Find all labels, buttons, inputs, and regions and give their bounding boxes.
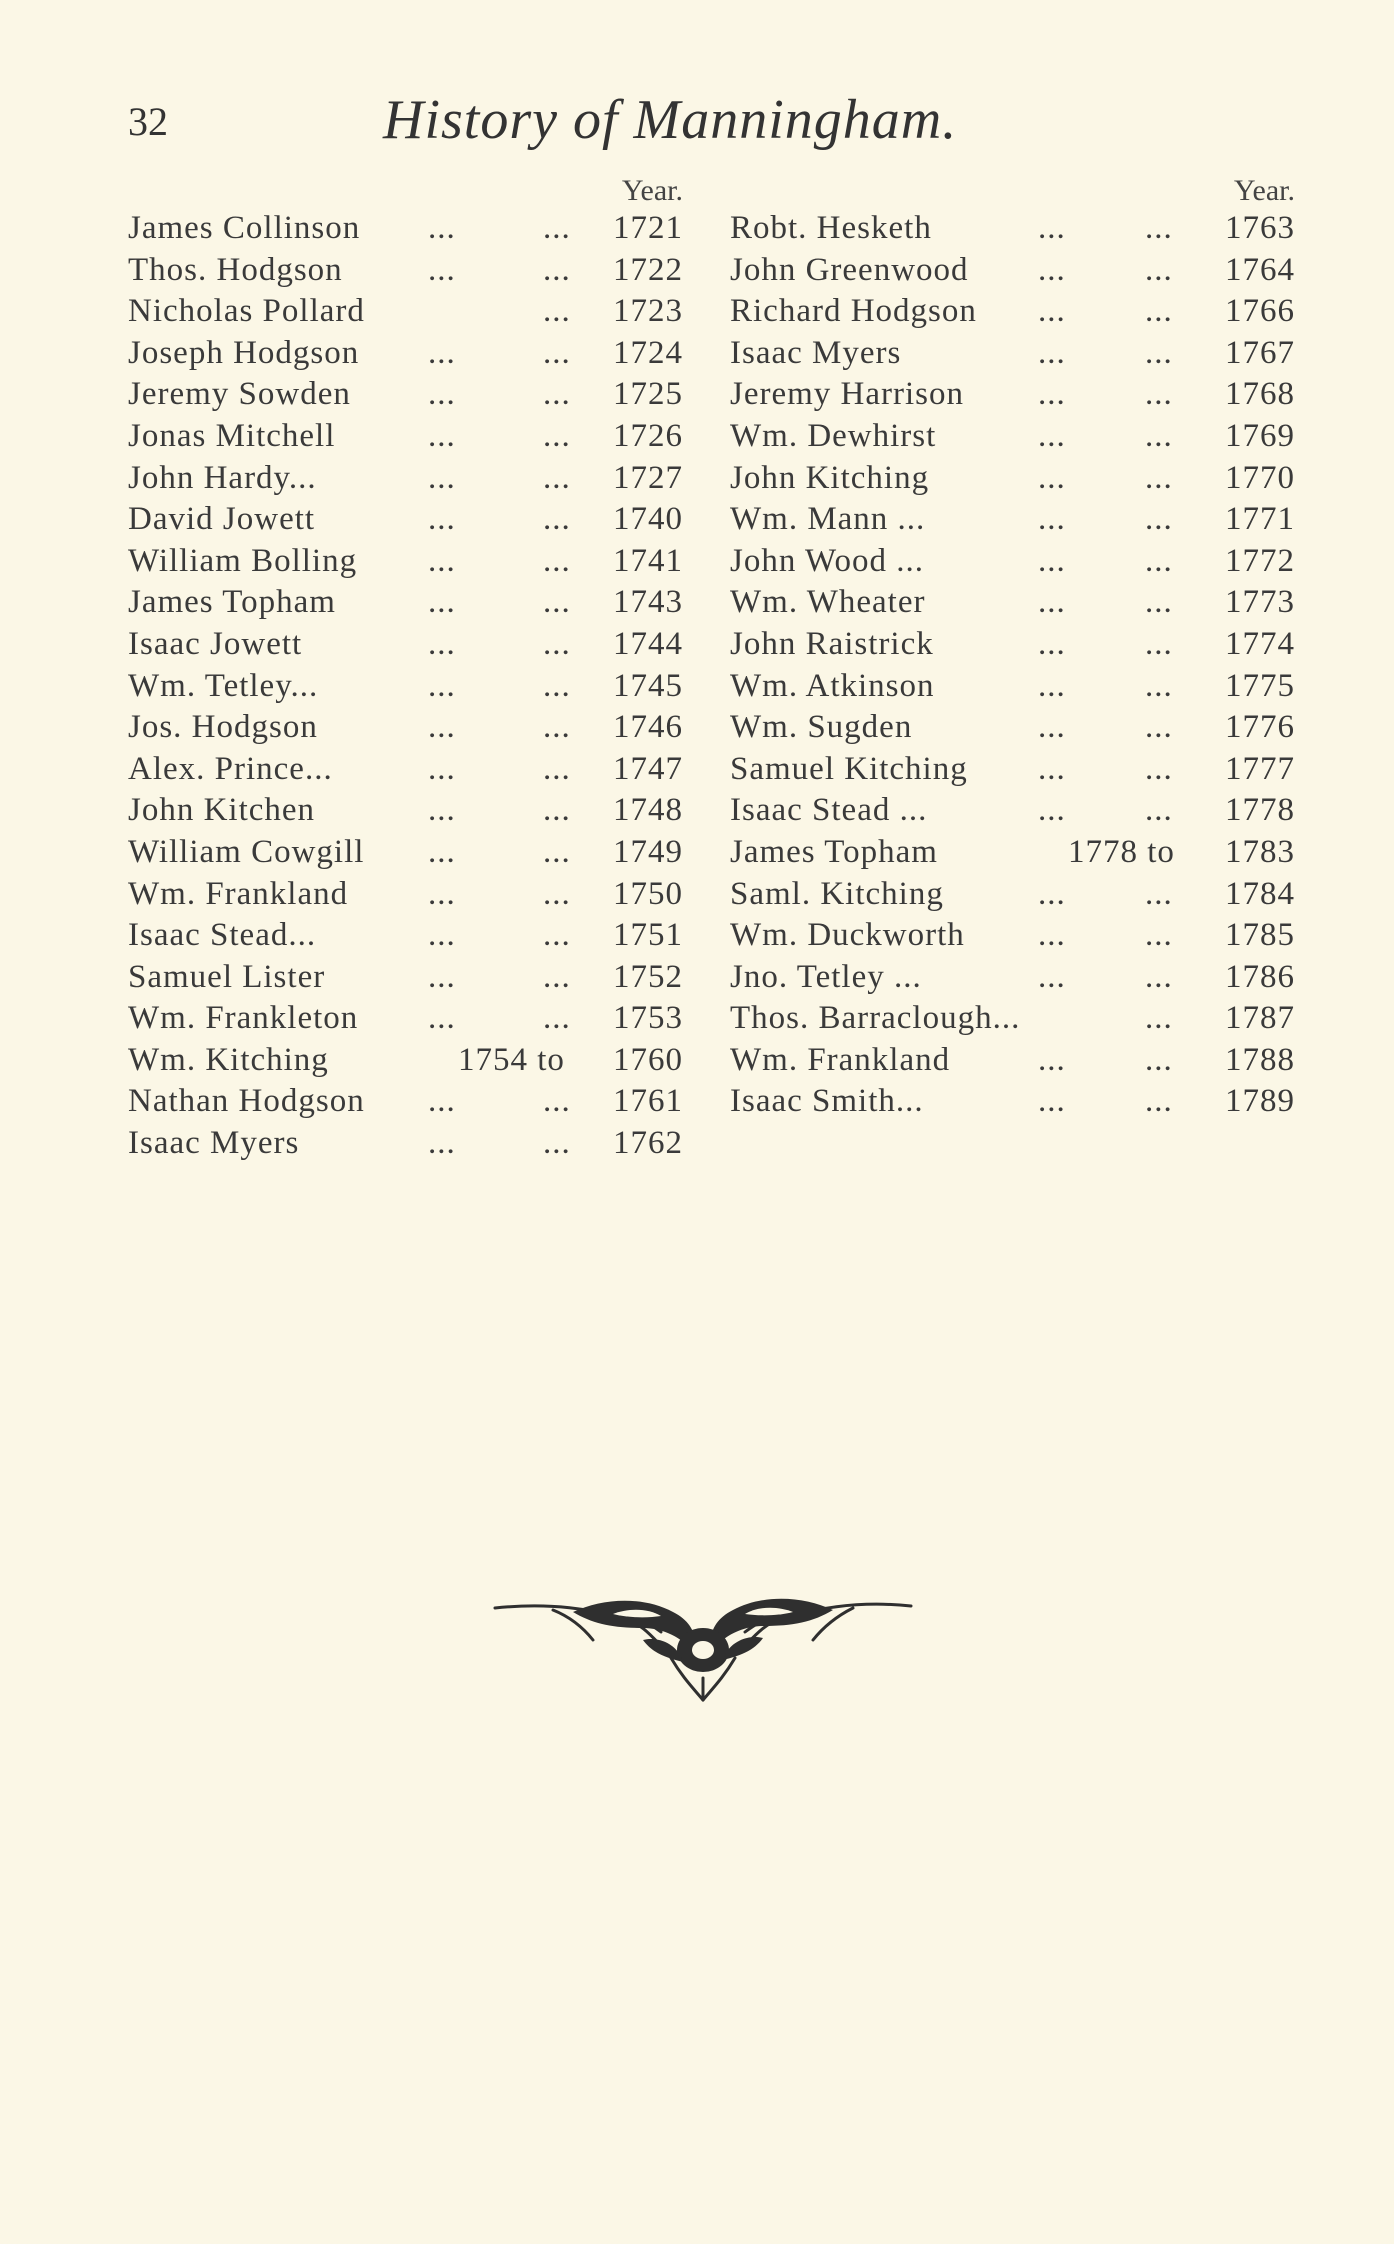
year-column-header: Year. [1233, 174, 1295, 207]
list-item [730, 1083, 1295, 1125]
entry-name: Wm. Atkinson [730, 667, 935, 704]
leader-dots: ... [1145, 792, 1173, 829]
leader-dots: ... [543, 542, 571, 579]
entry-name: John Hardy... [128, 459, 317, 496]
entry-name: Wm. Frankland [730, 1041, 951, 1078]
leader-dots: ... [1038, 376, 1066, 413]
entry-name: John Greenwood [730, 251, 969, 288]
entry-name: Wm. Tetley... [128, 667, 319, 704]
leader-dots: ... [428, 750, 456, 787]
entry-name: Thos. Hodgson [128, 251, 343, 288]
leader-dots: ... [1145, 625, 1173, 662]
entry-year: 1778 [1225, 792, 1295, 829]
leader-dots: ... [1038, 667, 1066, 704]
entry-name: Wm. Frankleton [128, 1000, 359, 1037]
leader-dots: ... [543, 792, 571, 829]
leader-dots: ... [1145, 958, 1173, 995]
entry-year: 1740 [613, 501, 683, 538]
entry-year: 1723 [613, 293, 683, 330]
leader-dots: ... [543, 1000, 571, 1037]
list-item [730, 418, 1295, 460]
entry-name: Nicholas Pollard [128, 293, 365, 330]
list-item [128, 501, 683, 543]
list-item [128, 252, 683, 294]
leader-dots: ... [1145, 334, 1173, 371]
list-item [128, 709, 683, 751]
leader-dots: ... [543, 1083, 571, 1120]
entry-name: David Jowett [128, 501, 316, 538]
entry-year: 1783 [1225, 833, 1295, 870]
list-item [730, 543, 1295, 585]
entry-name: Alex. Prince... [128, 750, 333, 787]
entry-year: 1766 [1225, 293, 1295, 330]
leader-dots: ... [1145, 251, 1173, 288]
entry-name: Wm. Dewhirst [730, 417, 937, 454]
leader-dots: ... [543, 958, 571, 995]
list-item [730, 917, 1295, 959]
entry-year: 1777 [1225, 750, 1295, 787]
entry-name: James Topham [128, 584, 336, 621]
entry-year: 1725 [613, 376, 683, 413]
entry-name: Jeremy Harrison [730, 376, 965, 413]
leader-dots: ... [428, 542, 456, 579]
leader-dots: ... [428, 1125, 456, 1162]
list-item [730, 626, 1295, 668]
entry-year: 1744 [613, 625, 683, 662]
leader-dots: ... [1038, 917, 1066, 954]
entry-year: 1753 [613, 1000, 683, 1037]
list-item [128, 751, 683, 793]
list-item [730, 210, 1295, 252]
leader-dots: ... [428, 667, 456, 704]
list-item [128, 792, 683, 834]
leader-dots: ... [543, 251, 571, 288]
entry-year: 1788 [1225, 1041, 1295, 1078]
leader-dots: ... [1038, 1041, 1066, 1078]
entry-year: 1741 [613, 542, 683, 579]
leader-dots: ... [543, 417, 571, 454]
leader-dots: ... [1038, 459, 1066, 496]
page-number: 32 [128, 99, 168, 144]
list-item [128, 876, 683, 918]
leader-dots: ... [1038, 251, 1066, 288]
leader-dots: ... [1038, 792, 1066, 829]
entry-name: Thos. Barraclough... [730, 1000, 1021, 1037]
entry-name: Robt. Hesketh [730, 210, 932, 246]
list-item [730, 709, 1295, 751]
leader-dots: ... [1145, 376, 1173, 413]
list-item [128, 210, 683, 252]
list-item [128, 1083, 683, 1125]
entry-year: 1749 [613, 833, 683, 870]
leader-dots: ... [428, 417, 456, 454]
leader-dots: ... [1038, 1083, 1066, 1120]
entry-year: 1746 [613, 709, 683, 746]
list-item [128, 293, 683, 335]
list-item [128, 834, 683, 876]
list-item [730, 834, 1295, 876]
entry-name: Isaac Stead... [128, 917, 317, 954]
entry-name: Saml. Kitching [730, 875, 944, 912]
leader-dots: ... [428, 875, 456, 912]
entry-name: William Cowgill [128, 833, 365, 870]
entry-name: Jno. Tetley ... [730, 958, 922, 995]
list-item [730, 876, 1295, 918]
entry-range: 1754 to [458, 1041, 565, 1078]
entry-year: 1722 [613, 251, 683, 288]
list-item [730, 668, 1295, 710]
entry-year: 1772 [1225, 542, 1295, 579]
entry-year: 1745 [613, 667, 683, 704]
entry-name: Richard Hodgson [730, 293, 977, 330]
leader-dots: ... [1145, 709, 1173, 746]
leader-dots: ... [543, 750, 571, 787]
leader-dots: ... [1145, 917, 1173, 954]
entry-name: William Bolling [128, 542, 358, 579]
entry-year: 1769 [1225, 417, 1295, 454]
entry-year: 1724 [613, 334, 683, 371]
list-item [730, 501, 1295, 543]
entry-year: 1748 [613, 792, 683, 829]
leader-dots: ... [1145, 417, 1173, 454]
leader-dots: ... [428, 917, 456, 954]
entry-name: Isaac Smith... [730, 1083, 924, 1120]
entry-year: 1721 [613, 210, 683, 246]
leader-dots: ... [428, 958, 456, 995]
leader-dots: ... [1145, 1000, 1173, 1037]
right-column [730, 174, 1295, 1125]
leader-dots: ... [1145, 1083, 1173, 1120]
leader-dots: ... [1038, 210, 1066, 246]
entry-name: John Kitchen [128, 792, 316, 829]
entry-year: 1775 [1225, 667, 1295, 704]
list-item [730, 335, 1295, 377]
leader-dots: ... [1038, 501, 1066, 538]
entry-year: 1787 [1225, 1000, 1295, 1037]
leader-dots: ... [428, 334, 456, 371]
entry-year: 1726 [613, 417, 683, 454]
leader-dots: ... [1038, 542, 1066, 579]
entry-year: 1762 [613, 1125, 683, 1162]
entry-name: James Collinson [128, 210, 361, 246]
leader-dots: ... [428, 584, 456, 621]
leader-dots: ... [428, 376, 456, 413]
leader-dots: ... [1145, 459, 1173, 496]
leader-dots: ... [428, 459, 456, 496]
entry-name: John Kitching [730, 459, 930, 496]
entry-year: 1743 [613, 584, 683, 621]
entry-name: Wm. Duckworth [730, 917, 965, 954]
list-item [128, 584, 683, 626]
entry-year: 1771 [1225, 501, 1295, 538]
leader-dots: ... [1038, 875, 1066, 912]
entry-name: Jonas Mitchell [128, 417, 336, 454]
floral-ornament-icon [493, 1588, 913, 1708]
entry-name: Jeremy Sowden [128, 376, 351, 413]
leader-dots: ... [428, 501, 456, 538]
leader-dots: ... [543, 1125, 571, 1162]
entry-name: Samuel Kitching [730, 750, 968, 787]
leader-dots: ... [1145, 1041, 1173, 1078]
list-item [128, 376, 683, 418]
leader-dots: ... [1038, 334, 1066, 371]
leader-dots: ... [1145, 293, 1173, 330]
leader-dots: ... [543, 667, 571, 704]
list-item [128, 959, 683, 1001]
entry-year: 1785 [1225, 917, 1295, 954]
leader-dots: ... [1038, 293, 1066, 330]
leader-dots: ... [1038, 709, 1066, 746]
entry-name: Wm. Kitching [128, 1041, 329, 1078]
leader-dots: ... [1145, 667, 1173, 704]
page-title: History of Manningham. [383, 89, 958, 151]
leader-dots: ... [1038, 417, 1066, 454]
leader-dots: ... [1145, 542, 1173, 579]
leader-dots: ... [543, 501, 571, 538]
leader-dots: ... [1145, 501, 1173, 538]
list-item [730, 460, 1295, 502]
entry-year: 1761 [613, 1083, 683, 1120]
leader-dots: ... [543, 917, 571, 954]
list-item [730, 584, 1295, 626]
leader-dots: ... [1145, 875, 1173, 912]
leader-dots: ... [543, 625, 571, 662]
list-item [730, 252, 1295, 294]
list-item [730, 293, 1295, 335]
entry-year: 1727 [613, 459, 683, 496]
entry-year: 1751 [613, 917, 683, 954]
left-column [128, 174, 683, 1167]
entry-name: John Wood ... [730, 542, 925, 579]
leader-dots: ... [428, 1083, 456, 1120]
leader-dots: ... [428, 792, 456, 829]
leader-dots: ... [1145, 584, 1173, 621]
leader-dots: ... [428, 709, 456, 746]
entry-range: 1778 to [1068, 833, 1175, 870]
list-item [128, 460, 683, 502]
list-item [128, 1042, 683, 1084]
list-item [128, 917, 683, 959]
leader-dots: ... [1038, 958, 1066, 995]
leader-dots: ... [428, 210, 456, 246]
left-entries-list [128, 210, 683, 1167]
entry-year: 1784 [1225, 875, 1295, 912]
entry-year: 1763 [1225, 210, 1295, 246]
entry-year: 1764 [1225, 251, 1295, 288]
entry-name: Wm. Wheater [730, 584, 926, 621]
list-item [128, 543, 683, 585]
entry-year: 1786 [1225, 958, 1295, 995]
leader-dots: ... [1038, 584, 1066, 621]
entry-year: 1774 [1225, 625, 1295, 662]
leader-dots: ... [428, 1000, 456, 1037]
entry-year: 1747 [613, 750, 683, 787]
entry-name: Isaac Myers [128, 1125, 300, 1162]
leader-dots: ... [543, 709, 571, 746]
entry-year: 1773 [1225, 584, 1295, 621]
entry-name: John Raistrick [730, 625, 934, 662]
leader-dots: ... [543, 584, 571, 621]
leader-dots: ... [428, 625, 456, 662]
page-header [0, 88, 1394, 158]
list-item [128, 418, 683, 460]
leader-dots: ... [1145, 750, 1173, 787]
leader-dots: ... [428, 833, 456, 870]
entry-name: Joseph Hodgson [128, 334, 360, 371]
entry-year: 1768 [1225, 376, 1295, 413]
entry-name: Jos. Hodgson [128, 709, 318, 746]
list-item [128, 668, 683, 710]
leader-dots: ... [543, 293, 571, 330]
entry-year: 1750 [613, 875, 683, 912]
list-item [730, 751, 1295, 793]
list-item [730, 959, 1295, 1001]
leader-dots: ... [543, 210, 571, 246]
list-item [128, 1000, 683, 1042]
entry-year: 1752 [613, 958, 683, 995]
list-item [730, 1042, 1295, 1084]
entry-year: 1789 [1225, 1083, 1295, 1120]
entry-name: Samuel Lister [128, 958, 326, 995]
entry-name: Isaac Myers [730, 334, 902, 371]
leader-dots: ... [543, 875, 571, 912]
leader-dots: ... [428, 251, 456, 288]
leader-dots: ... [1145, 210, 1173, 246]
entry-name: Wm. Mann ... [730, 501, 926, 538]
list-item [730, 1000, 1295, 1042]
entry-year: 1767 [1225, 334, 1295, 371]
entry-name: James Topham [730, 833, 938, 870]
leader-dots: ... [1038, 625, 1066, 662]
list-item [128, 626, 683, 668]
entry-year: 1760 [613, 1041, 683, 1078]
entry-name: Wm. Sugden [730, 709, 913, 746]
entry-name: Isaac Jowett [128, 625, 303, 662]
entry-year: 1776 [1225, 709, 1295, 746]
leader-dots: ... [1038, 750, 1066, 787]
entry-name: Wm. Frankland [128, 875, 349, 912]
leader-dots: ... [543, 376, 571, 413]
leader-dots: ... [543, 334, 571, 371]
entry-name: Nathan Hodgson [128, 1083, 365, 1120]
list-item [128, 335, 683, 377]
right-entries-list [730, 210, 1295, 1125]
entry-year: 1770 [1225, 459, 1295, 496]
list-item [128, 1125, 683, 1167]
entry-name: Isaac Stead ... [730, 792, 928, 829]
leader-dots: ... [543, 833, 571, 870]
list-item [730, 792, 1295, 834]
list-item [730, 376, 1295, 418]
leader-dots: ... [543, 459, 571, 496]
year-column-header: Year. [621, 174, 683, 207]
